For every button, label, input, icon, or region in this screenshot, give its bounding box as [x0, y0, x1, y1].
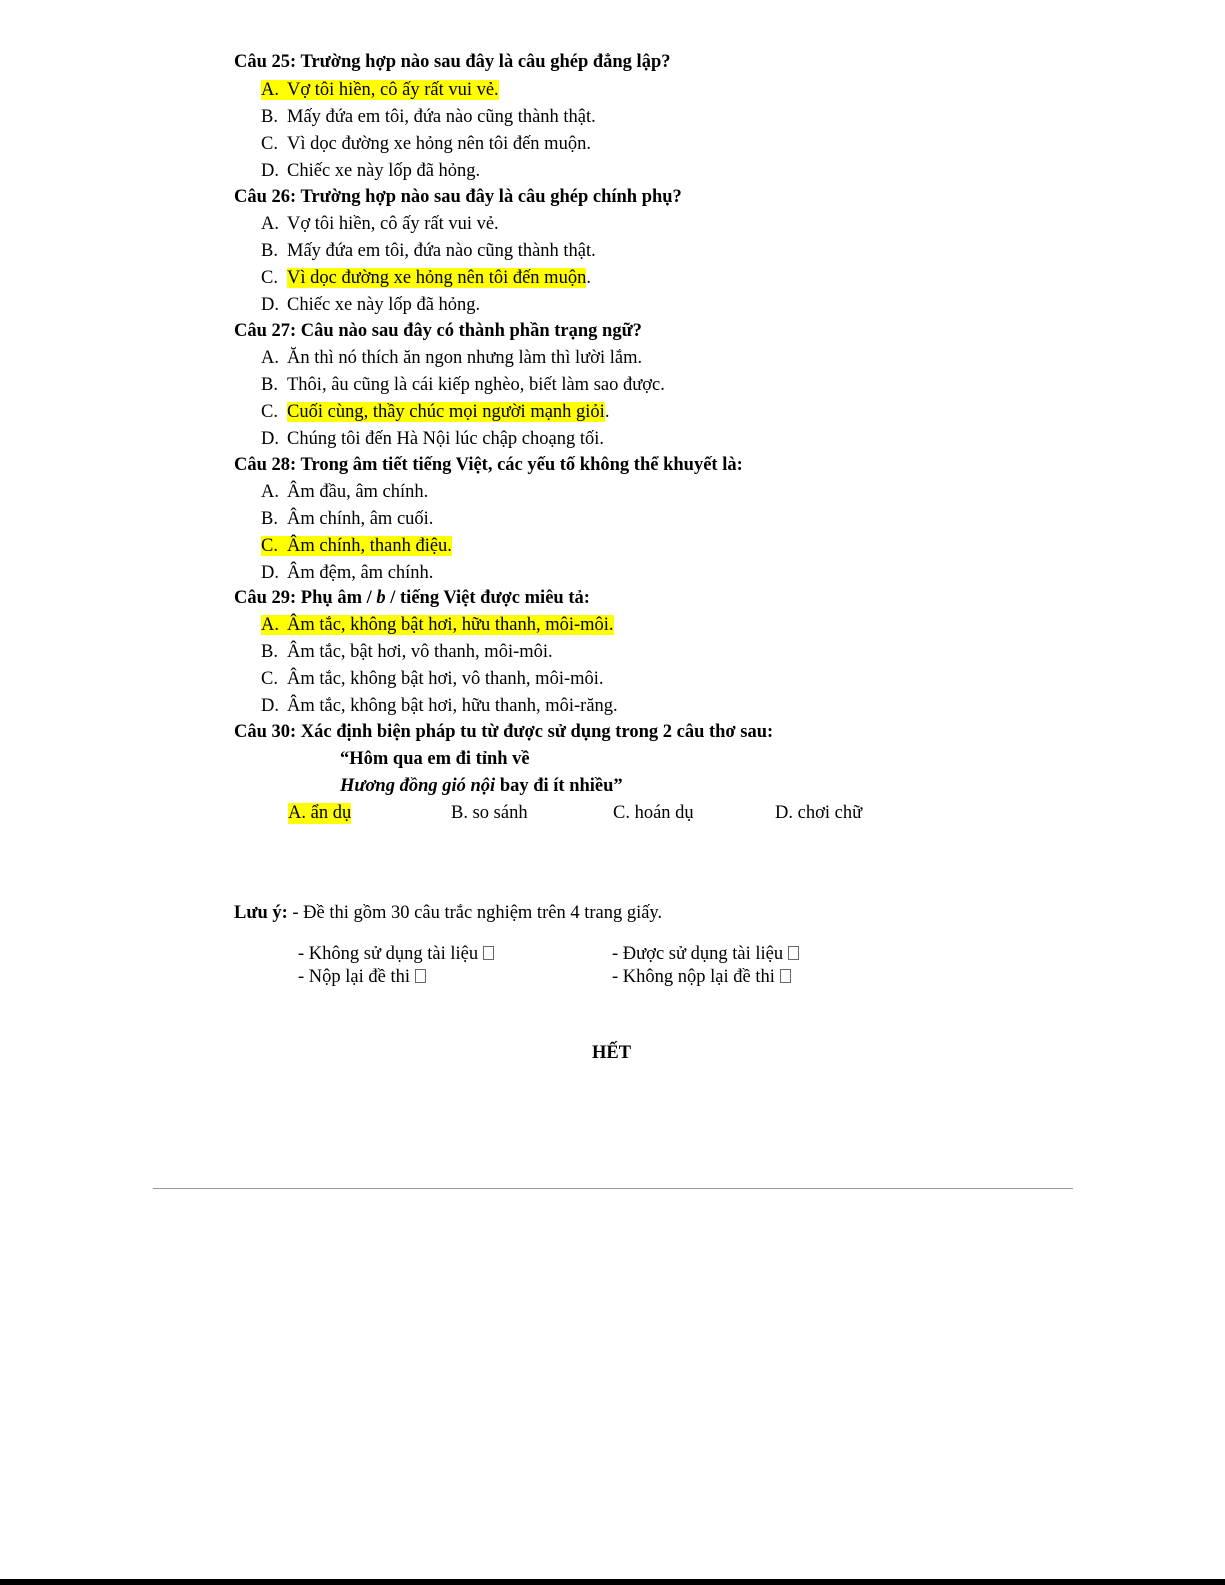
- question-30-option-c: C. hoán dụ: [613, 803, 694, 823]
- option-text: Âm tắc, không bật hơi, hữu thanh, môi-môi.: [287, 615, 614, 635]
- question-29-option-b: [261, 642, 553, 663]
- page-divider: [153, 1188, 1073, 1189]
- option-letter: A.: [261, 615, 279, 635]
- checkbox-icon: [483, 946, 494, 960]
- poem-italic-part: Hương đồng gió nội: [340, 776, 496, 796]
- question-28-option-d: [261, 563, 433, 584]
- question-27-option-d: [261, 429, 604, 450]
- option-text: Âm tắc, không bật hơi, vô thanh, môi-môi.: [287, 669, 604, 689]
- option-text: Vợ tôi hiền, cô ấy rất vui vẻ.: [287, 214, 499, 234]
- option-letter: D.: [261, 563, 279, 583]
- question-27-option-c: [261, 402, 609, 423]
- question-28-option-c: [261, 536, 452, 557]
- checkbox-icon: [415, 969, 426, 983]
- title-part: / tiếng Việt được miêu tả:: [385, 588, 590, 608]
- option-text: Âm chính, âm cuối.: [287, 509, 434, 529]
- note-item-return-exam: [298, 967, 426, 988]
- option-text: Vì dọc đường xe hỏng nên tôi đến muộn.: [287, 134, 591, 154]
- note-item-no-documents: [298, 944, 494, 965]
- option-text: Âm tắc, không bật hơi, hữu thanh, môi-răng.: [287, 696, 618, 716]
- checkbox-icon: [788, 946, 799, 960]
- note-item-documents-allowed: [612, 944, 799, 965]
- checkbox-icon: [780, 969, 791, 983]
- question-26-option-a: [261, 214, 499, 235]
- note-item-text: - Được sử dụng tài liệu: [612, 944, 784, 964]
- question-29-option-a: [261, 615, 614, 636]
- note-text: - Đề thi gồm 30 câu trắc nghiệm trên 4 trang giấy.: [287, 903, 663, 923]
- option-text: Chiếc xe này lốp đã hỏng.: [287, 295, 481, 315]
- question-26-option-d: [261, 295, 480, 316]
- question-28-title: Câu 28: Trong âm tiết tiếng Việt, các yếu tố không thể khuyết là:: [234, 455, 743, 475]
- question-29-option-c: [261, 669, 604, 690]
- page-bottom-edge: [0, 1579, 1225, 1585]
- option-text: Chiếc xe này lốp đã hỏng.: [287, 161, 481, 181]
- option-letter: A.: [261, 80, 279, 100]
- option-text: Vợ tôi hiền, cô ấy rất vui vẻ.: [287, 80, 499, 100]
- question-30-title: Câu 30: Xác định biện pháp tu từ được sử dụng trong 2 câu thơ sau:: [234, 722, 774, 742]
- poem-line-1: “Hôm qua em đi tỉnh về: [340, 749, 530, 769]
- question-27-option-b: [261, 375, 665, 396]
- title-italic-part: b: [376, 588, 386, 608]
- option-letter: B.: [261, 241, 278, 261]
- question-26-option-b: [261, 241, 596, 262]
- note-item-text: - Không sử dụng tài liệu: [298, 944, 479, 964]
- option-letter: C.: [261, 268, 278, 288]
- option-letter: D.: [261, 696, 279, 716]
- option-text: Âm đầu, âm chính.: [287, 482, 429, 502]
- option-text: Âm đệm, âm chính.: [287, 563, 434, 583]
- option-letter: C.: [261, 134, 278, 154]
- option-text: Thôi, âu cũng là cái kiếp nghèo, biết làm sao được.: [287, 375, 665, 395]
- option-letter: A.: [261, 348, 279, 368]
- option-letter: B.: [261, 642, 278, 662]
- option-text: Vì dọc đường xe hỏng nên tôi đến muộn: [287, 268, 587, 288]
- option-letter: C.: [261, 402, 278, 422]
- note-line: [234, 903, 662, 924]
- question-26-option-c: [261, 268, 591, 289]
- question-28-option-b: [261, 509, 433, 530]
- title-part: Câu 29: Phụ âm /: [234, 588, 377, 608]
- option-letter: D.: [261, 429, 279, 449]
- option-text: Cuối cùng, thầy chúc mọi người mạnh giỏi: [287, 402, 605, 422]
- option-letter: A.: [261, 482, 279, 502]
- option-text: Chúng tôi đến Hà Nội lúc chập choạng tối.: [287, 429, 605, 449]
- option-letter: D.: [261, 161, 279, 181]
- option-text: Ăn thì nó thích ăn ngon nhưng làm thì lười lắm.: [287, 348, 643, 368]
- option-letter: C.: [261, 669, 278, 689]
- end-marker: HẾT: [592, 1043, 632, 1063]
- poem-rest: bay đi ít nhiều”: [495, 776, 623, 796]
- question-27-title: Câu 27: Câu nào sau đây có thành phần trạng ngữ?: [234, 321, 642, 341]
- option-letter: C.: [261, 536, 278, 556]
- option-text: Mấy đứa em tôi, đứa nào cũng thành thật.: [287, 241, 596, 261]
- option-text: Âm tắc, bật hơi, vô thanh, môi-môi.: [287, 642, 553, 662]
- question-30-option-d: D. chơi chữ: [775, 803, 863, 823]
- question-29-title: [234, 588, 590, 609]
- option-suffix: .: [604, 402, 610, 422]
- question-30-option-a: A. ẩn dụ: [288, 803, 352, 823]
- question-25-title: Câu 25: Trường hợp nào sau đây là câu ghép đẳng lập?: [234, 52, 671, 72]
- question-25-option-d: [261, 161, 480, 182]
- note-label: Lưu ý:: [234, 903, 288, 923]
- question-25-option-b: [261, 107, 596, 128]
- question-25-option-c: [261, 134, 591, 155]
- option-letter: B.: [261, 107, 278, 127]
- question-26-title: Câu 26: Trường hợp nào sau đây là câu ghép chính phụ?: [234, 187, 682, 207]
- question-28-option-a: [261, 482, 428, 503]
- option-text: Âm chính, thanh điệu.: [287, 536, 452, 556]
- question-27-option-a: [261, 348, 642, 369]
- note-item-text: - Nộp lại đề thi: [298, 967, 411, 987]
- option-letter: B.: [261, 375, 278, 395]
- question-29-option-d: [261, 696, 618, 717]
- poem-line-2: [340, 776, 623, 797]
- option-letter: A.: [261, 214, 279, 234]
- option-letter: D.: [261, 295, 279, 315]
- option-suffix: .: [586, 268, 591, 288]
- option-letter: B.: [261, 509, 278, 529]
- question-25-option-a: [261, 80, 499, 101]
- note-item-no-return-exam: [612, 967, 791, 988]
- question-30-option-b: B. so sánh: [451, 803, 528, 823]
- option-text: Mấy đứa em tôi, đứa nào cũng thành thật.: [287, 107, 596, 127]
- note-item-text: - Không nộp lại đề thi: [612, 967, 775, 987]
